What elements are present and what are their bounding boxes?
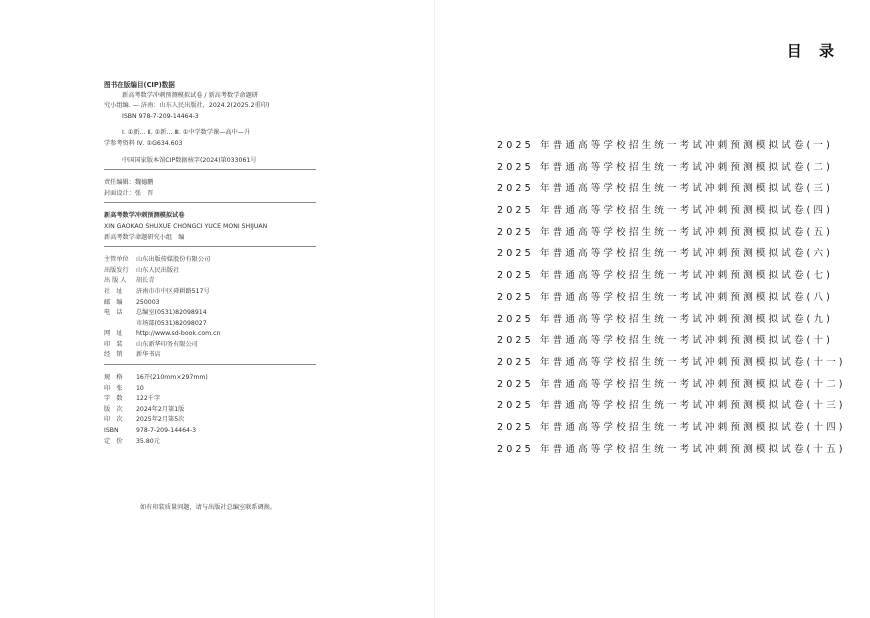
toc-item[interactable]: 2025 年普通高等学校招生统一考试冲刺预测模拟试卷(三) [497,183,833,195]
spec-row [104,426,364,437]
toc-item[interactable]: 2025 年普通高等学校招生统一考试冲刺预测模拟试卷(十) [497,335,833,347]
pub-key: 电 话 [104,309,123,317]
spec-value: 10 [136,384,144,392]
pub-key: 网 址 [104,330,123,338]
cip-line: 究小组编. — 济南：山东人民出版社，2024.2(2025.2重印) [104,102,270,110]
toc-item[interactable]: 2025 年普通高等学校招生统一考试冲刺预测模拟试卷(九) [497,313,833,325]
pub-value: http://www.sd-book.com.cn [136,330,221,338]
pub-row [104,350,364,361]
pub-row [104,329,364,340]
pub-row [104,255,364,266]
spec-key: 规 格 [104,374,123,382]
pub-row [104,298,364,309]
pub-key: 出 版 人 [104,277,127,285]
pub-value: 250003 [136,298,160,306]
pub-key: 主管单位 [104,256,129,264]
toc-item[interactable]: 2025 年普通高等学校招生统一考试冲刺预测模拟试卷(十二) [497,378,846,390]
book-author: 新高考数学命题研究小组 编 [104,233,185,241]
cip-title: 图书在版编目(CIP)数据 [104,81,175,89]
spec-value: 2025年2月第5次 [136,416,185,424]
toc-item[interactable]: 2025 年普通高等学校招生统一考试冲刺预测模拟试卷(一) [497,140,833,151]
spec-row [104,394,364,405]
toc-item[interactable]: 2025 年普通高等学校招生统一考试冲刺预测模拟试卷(二) [497,161,833,173]
spec-row [104,373,364,384]
pub-value: 济南市市中区舜耕路517号 [136,287,210,295]
spec-value: 16开(210mm×297mm) [136,374,208,382]
toc-item[interactable]: 2025 年普通高等学校招生统一考试冲刺预测模拟试卷(四) [497,205,833,217]
cip-isbn: ISBN 978-7-209-14464-3 [122,112,199,120]
spec-key: 印 张 [104,384,123,392]
pub-value: 山东人民出版社 [136,266,180,274]
pub-value: 胡长青 [136,277,155,285]
divider [104,246,316,247]
responsible-editor: 责任编辑：魏德鹏 [104,179,154,187]
spec-key: 字 数 [104,395,123,403]
toc-item[interactable]: 2025 年普通高等学校招生统一考试冲刺预测模拟试卷(十四) [497,421,846,433]
cip-record-number: 中国国家版本馆CIP数据核字(2024)第033061号 [122,156,257,164]
toc-item[interactable]: 2025 年普通高等学校招生统一考试冲刺预测模拟试卷(五) [497,226,833,238]
toc-item[interactable]: 2025 年普通高等学校招生统一考试冲刺预测模拟试卷(十五) [497,443,846,455]
cip-line: 学参考资料 Ⅳ. ①G634.603 [104,139,183,147]
toc-heading: 目 录 [786,42,840,60]
cover-designer: 封面设计：张 晋 [104,189,154,197]
spec-row [104,384,364,395]
pub-row [104,319,364,330]
toc-item[interactable]: 2025 年普通高等学校招生统一考试冲刺预测模拟试卷(十三) [497,400,846,412]
spec-value: 35.80元 [136,437,160,445]
spec-value: 2024年2月第1版 [136,405,185,413]
pub-key [104,319,136,330]
pub-value: 总编室(0531)82098914 [136,309,207,317]
cip-block [104,80,364,447]
book-title: 新高考数学冲刺预测模拟试卷 [104,212,185,220]
quality-notice: 如有印装质量问题，请与出版社总编室联系调换。 [140,504,277,511]
spec-row [104,405,364,416]
pub-value: 山东新华印务有限公司 [136,340,198,348]
pub-row [104,340,364,351]
pub-row [104,266,364,277]
toc-item[interactable]: 2025 年普通高等学校招生统一考试冲刺预测模拟试卷(十一) [497,356,846,368]
pub-value: 山东出版传媒股份有限公司 [136,256,211,264]
pub-value: 市场部(0531)82098027 [136,319,207,327]
pub-key: 印 装 [104,340,123,348]
spec-key: 版 次 [104,405,123,413]
spec-value: 122千字 [136,395,161,403]
toc-page [435,0,870,618]
toc-item[interactable]: 2025 年普通高等学校招生统一考试冲刺预测模拟试卷(七) [497,270,833,282]
cip-line: 新高考数学冲刺预测模拟试卷 / 新高考数学命题研 [122,91,258,99]
divider [104,364,316,365]
divider [104,169,316,170]
pub-row [104,287,364,298]
pub-key: 社 址 [104,287,123,295]
pub-row [104,276,364,287]
spec-info [104,373,364,447]
cip-line: Ⅰ. ①新… Ⅱ. ①新… Ⅲ. ①中学数学课—高中—升 [122,129,251,137]
pub-value: 新华书店 [136,351,161,359]
pub-key: 经 销 [104,351,123,359]
publisher-info [104,255,364,361]
spec-value: 978-7-209-14464-3 [136,427,197,435]
pub-key: 邮 编 [104,298,123,306]
toc-item[interactable]: 2025 年普通高等学校招生统一考试冲刺预测模拟试卷(八) [497,291,833,303]
toc-item[interactable]: 2025 年普通高等学校招生统一考试冲刺预测模拟试卷(六) [497,248,833,260]
pub-key: 出版发行 [104,266,129,274]
pub-row [104,308,364,319]
spec-key: 印 次 [104,416,123,424]
spec-row [104,437,364,448]
spec-key: ISBN [104,427,119,435]
spec-key: 定 价 [104,437,123,445]
toc-list [497,135,844,460]
spec-row [104,415,364,426]
divider [104,202,316,203]
book-pinyin: XIN GAOKAO SHUXUE CHONGCI YUCE MONI SHIJUAN [104,222,268,230]
